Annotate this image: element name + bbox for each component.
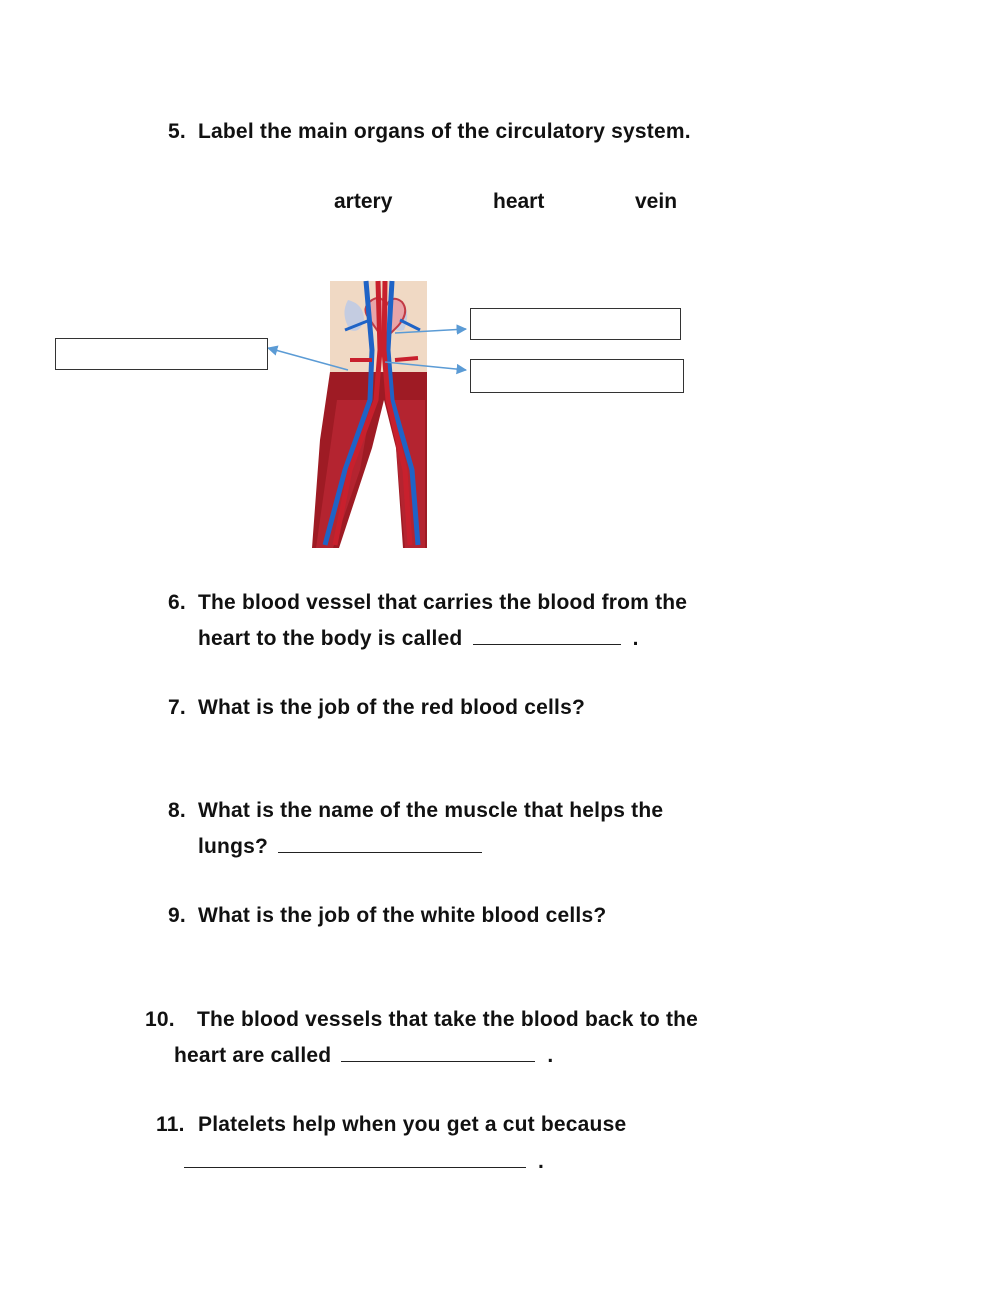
question-7 [168, 696, 585, 720]
question-text-line1: The blood vessel that carries the blood from the [198, 591, 688, 614]
question-9 [168, 904, 606, 928]
question-8 [168, 799, 663, 823]
word-bank-heart: heart [493, 190, 545, 213]
label-box-left[interactable] [55, 338, 268, 370]
question-10-line2 [174, 1043, 553, 1068]
question-number: 5. [168, 120, 186, 143]
question-text-line1: The blood vessels that take the blood back to the [197, 1008, 699, 1031]
question-text: What is the job of the red blood cells? [198, 696, 585, 719]
question-8-line2 [198, 834, 482, 859]
answer-blank[interactable] [473, 626, 621, 645]
answer-blank[interactable] [184, 1149, 526, 1168]
question-number: 10. [145, 1008, 175, 1031]
label-input-left[interactable] [56, 339, 267, 369]
question-5 [168, 120, 691, 144]
question-number: 9. [168, 904, 186, 927]
word-bank-vein: vein [635, 190, 678, 213]
question-text-line1: What is the name of the muscle that helps the [198, 799, 664, 822]
sentence-end: . [547, 1044, 554, 1067]
question-text: Label the main organs of the circulatory system. [198, 120, 691, 143]
question-text: What is the job of the white blood cells? [198, 904, 607, 927]
word-bank-artery: artery [334, 190, 393, 213]
question-11 [156, 1113, 626, 1137]
question-text-line2: heart to the body is called [198, 627, 463, 650]
question-text-line1: Platelets help when you get a cut because [198, 1113, 627, 1136]
question-6 [168, 591, 687, 615]
question-number: 8. [168, 799, 186, 822]
label-input-bottom-right[interactable] [471, 360, 683, 392]
label-box-top-right[interactable] [470, 308, 681, 340]
answer-blank[interactable] [341, 1043, 535, 1062]
question-number: 11. [156, 1113, 185, 1136]
label-box-bottom-right[interactable] [470, 359, 684, 393]
question-number: 7. [168, 696, 186, 719]
label-input-top-right[interactable] [471, 309, 680, 339]
sentence-end: . [538, 1150, 545, 1173]
answer-blank[interactable] [278, 834, 482, 853]
question-number: 6. [168, 591, 186, 614]
body-image [312, 281, 427, 548]
question-text-line2: heart are called [174, 1044, 332, 1067]
question-11-line2 [184, 1149, 544, 1174]
sentence-end: . [632, 627, 639, 650]
question-6-line2 [198, 626, 639, 651]
question-text-line2: lungs? [198, 835, 269, 858]
question-10 [145, 1008, 698, 1032]
